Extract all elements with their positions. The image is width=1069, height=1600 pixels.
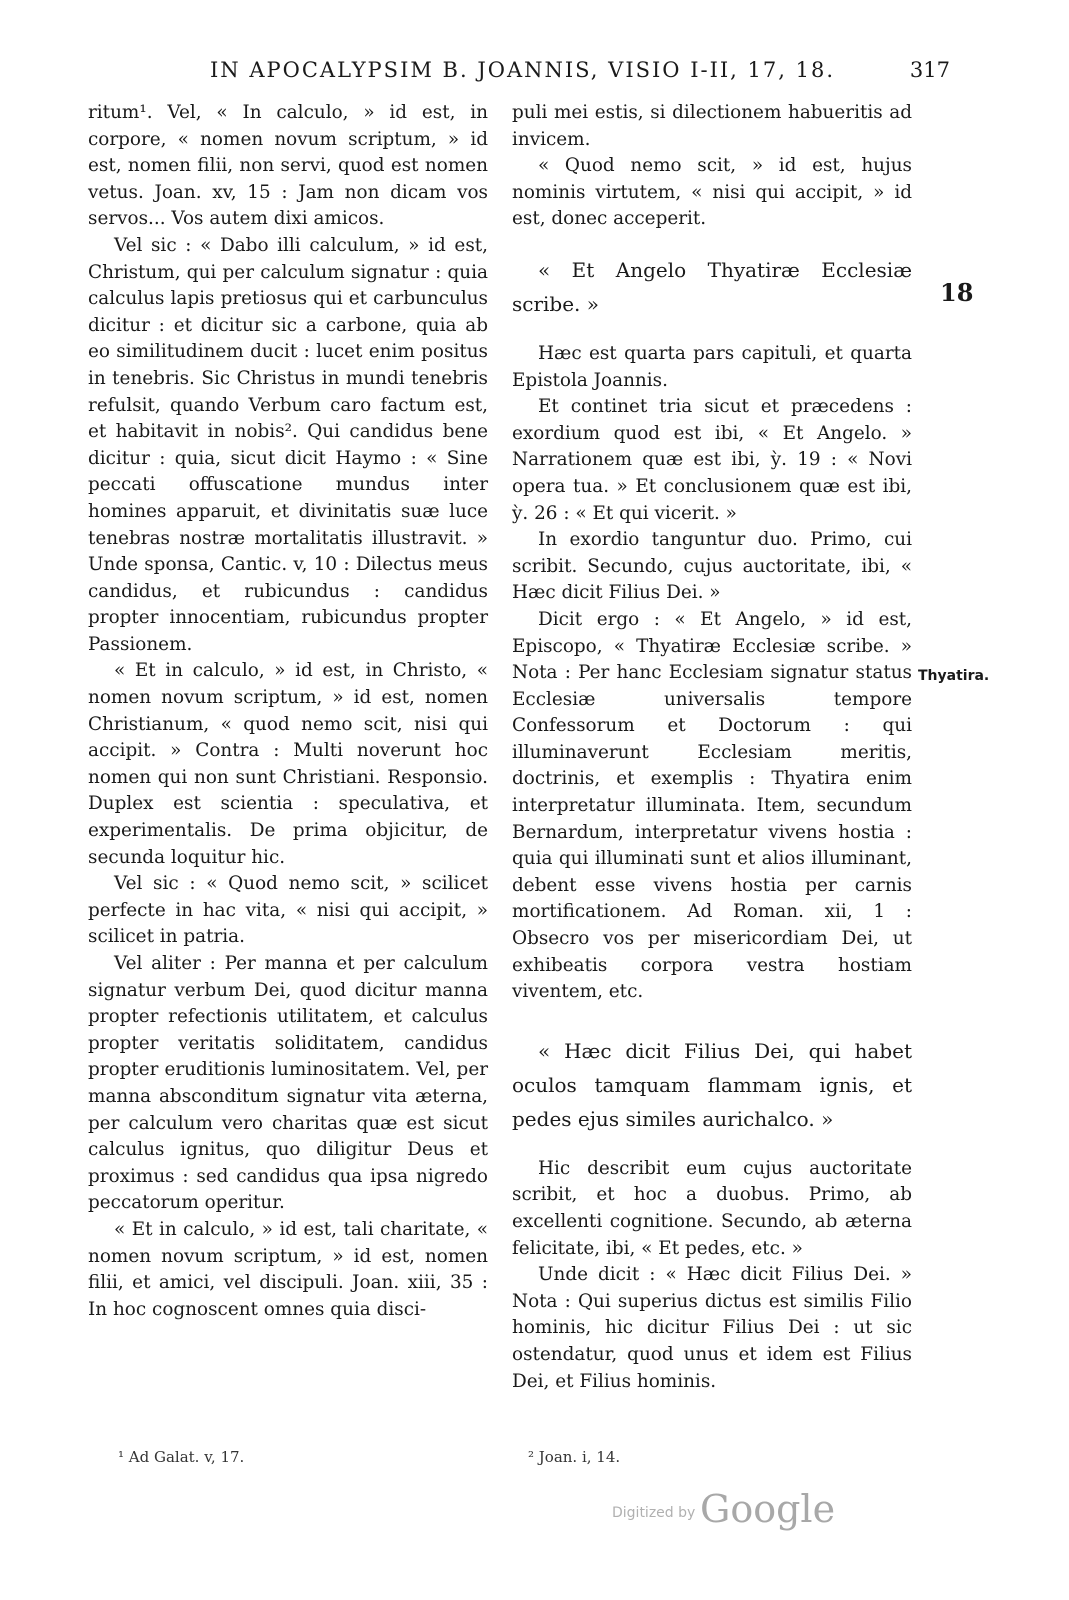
footnote: ² Joan. i, 14. bbox=[528, 1448, 621, 1466]
paragraph: Hic describit eum cujus auctoritate scribit, et hoc a duobus. Primo, ab excellenti cognitione. Secundo, ab æterna felicitate, ibi, « Et pedes, etc. » bbox=[512, 1157, 912, 1259]
lemma: « Hæc dicit Filius Dei, qui habet oculos tamquam flammam ignis, et pedes ejus similes aurichalco. » bbox=[512, 1038, 912, 1131]
paragraph: « Et in calculo, » id est, tali charitate, « nomen novum scriptum, » id est, nomen filii, et amici, vel discipuli. Joan. xiii, 35 : In hoc cognoscent omnes quia disci- bbox=[88, 1218, 488, 1320]
lemma: « Et Angelo Thyatiræ Ecclesiæ scribe. » bbox=[512, 257, 912, 316]
footnote: ¹ Ad Galat. v, 17. bbox=[118, 1448, 245, 1466]
right-column bbox=[512, 100, 912, 1395]
google-logo: Google bbox=[700, 1487, 836, 1531]
paragraph: « Quod nemo scit, » id est, hujus nominis virtutem, « nisi qui accipit, » id est, donec acceperit. bbox=[512, 155, 912, 230]
paragraph: In exordio tanguntur duo. Primo, cui scribit. Secundo, cujus auctoritate, ibi, « Hæc dicit Filius Dei. » bbox=[512, 529, 912, 604]
page-number: 317 bbox=[909, 58, 950, 82]
running-head: IN APOCALYPSIM B. JOANNIS, VISIO I-II, 17, 18. bbox=[210, 58, 835, 82]
paragraph: puli mei estis, si dilectionem habueritis ad invicem. bbox=[512, 102, 912, 150]
paragraph: Vel sic : « Dabo illi calculum, » id est, Christum, qui per calculum signatur : quia calculus lapis pretiosus qui et carbunculus dicitur : et dicitur sic a carbone, quia ab eo similitudinem ducit : lucet enim positus in tenebris. Sic Christus in mundi tenebris refulsit, quando Verbum caro factum est, et habitavit in nobis². Qui candidus bene dicitur : quia, sicut dicit Haymo : « Sine peccati offuscatione mundus inter homines apparuit, et divinitatis suæ luce tenebras nostræ mortalitatis illustravit. » Unde sponsa, Cantic. v, 10 : Dilectus meus candidus, et rubicundus : candidus propter innocentiam, rubicundus propter Passionem. bbox=[88, 234, 488, 655]
paragraph: Hæc est quarta pars capituli, et quarta Epistola Joannis. bbox=[512, 342, 912, 391]
verse-number: 18 bbox=[940, 278, 974, 307]
paragraph: Vel aliter : Per manna et per calculum signatur verbum Dei, quod dicitur manna propter refectionis utilitatem, et calculus propter veritatis soliditatem, candidus propter eruditionis luminositatem. Vel, per manna absconditum signatur vita æterna, per calculum vero charitas quæ est sicut calculus ignitus, quo diligitur Deus et proximus : sed candidus qua ipsa nigredo peccatorum operitur. bbox=[88, 953, 488, 1214]
paragraph: Vel sic : « Quod nemo scit, » scilicet perfecte in hac vita, « nisi qui accipit, » scilicet in patria. bbox=[88, 873, 488, 948]
paragraph: « Et in calculo, » id est, in Christo, « nomen novum scriptum, » id est, nomen Christianum, « quod nemo scit, nisi qui accipit. » Contra : Multi noverunt hoc nomen qui non sunt Christiani. Responsio. Duplex est scientia : speculativa, et experimentalis. De prima objicitur, de secunda loquitur hic. bbox=[88, 660, 488, 868]
page-header bbox=[210, 58, 950, 88]
margin-note: Thyatira. bbox=[918, 668, 990, 684]
left-column bbox=[88, 100, 488, 1323]
paragraph: Et continet tria sicut et præcedens : exordium quod est ibi, « Et Angelo. » Narrationem quæ est ibi, ỳ. 19 : « Novi opera tua. » Et conclusionem quæ est ibi, ỳ. 26 : « Et qui vicerit. » bbox=[512, 396, 912, 524]
paragraph: Unde dicit : « Hæc dicit Filius Dei. » Nota : Qui superius dictus est similis Filio hominis, hic dicitur Filius Dei : ut sic ostendatur, quod unus et idem est Filius Dei, et Filius hominis. bbox=[512, 1264, 912, 1392]
digitized-by-label: Digitized by bbox=[612, 1505, 696, 1521]
paragraph: Dicit ergo : « Et Angelo, » id est, Episcopo, « Thyatiræ Ecclesiæ scribe. » Nota : Per hanc Ecclesiam signatur status Ecclesiæ universalis tempore Confessorum et Doctorum : qui illuminaverunt Ecclesiam meritis, doctrinis, et exemplis : Thyatira enim interpretatur illuminata. Item, secundum Bernardum, interpretatur vivens hostia : quia qui illuminati sunt et alios illuminant, debent esse vivens hostia per carnis mortificationem. Ad Roman. xii, 1 : Obsecro vos per misericordiam Dei, ut exhibeatis corpora vestra hostiam viventem, etc. bbox=[512, 608, 912, 1003]
paragraph: ritum¹. Vel, « In calculo, » id est, in corpore, « nomen novum scriptum, » id est, nomen filii, non servi, quod est nomen vetus. Joan. xv, 15 : Jam non dicam vos servos... Vos autem dixi amicos. bbox=[88, 102, 488, 230]
